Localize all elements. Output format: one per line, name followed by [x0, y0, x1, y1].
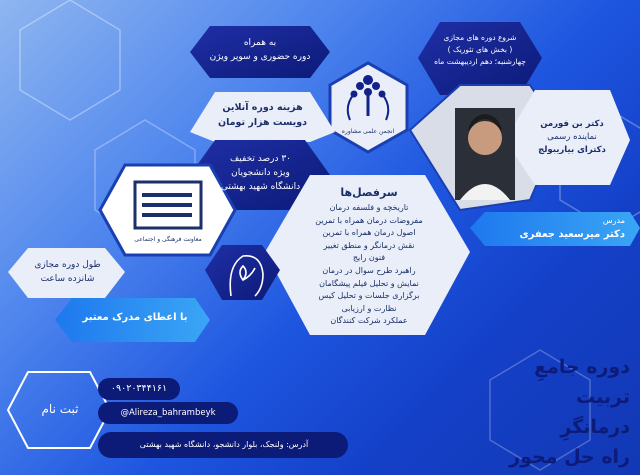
duration-text	[15, 258, 120, 286]
guest-degree: دکترای بیاریبولج	[538, 145, 606, 155]
virtual-start-line3: چهارشنبه؛ دهم اردیبهشت ماه	[434, 57, 526, 66]
syllabus-item: فنون رایج	[352, 253, 386, 263]
syllabus-item: نظارت و ارزیابی	[341, 303, 397, 313]
course-title	[490, 352, 630, 472]
syllabus-item: راهبرد طرح سوال در درمان	[322, 265, 416, 275]
virtual-start-text	[420, 32, 540, 68]
certificate-label: با اعطای مدرک معتبر	[82, 312, 188, 323]
register-button[interactable]: ثبت نام	[41, 402, 79, 416]
course-title-line3: درمانگرِ	[560, 416, 630, 438]
price-line1: هزینه دوره آنلاین	[222, 102, 303, 113]
discount-line1: ۳۰ درصد تخفیف	[229, 154, 291, 164]
instructor-label: مدرس	[602, 216, 625, 225]
course-title-line4: راه حل محور	[509, 446, 630, 468]
syllabus-item: نمایش و تحلیل فیلم پیشگامان	[319, 278, 419, 288]
discount-line3: دانشگاه شهید بهشتی	[220, 182, 301, 192]
discount-line2: ویژه دانشجویان	[231, 168, 290, 178]
decor-hex	[20, 0, 120, 120]
syllabus-item: نقش درمانگر و منطق تغییر	[323, 240, 415, 250]
price-line2: دویست هزار تومان	[218, 117, 307, 128]
virtual-start-line2: ( بخش های تئوریک )	[447, 45, 513, 54]
syllabus-title: سرفصل‌ها	[340, 186, 398, 199]
syllabus-text	[290, 184, 448, 328]
top-hex-line1: به همراه	[243, 38, 277, 48]
phone-number[interactable]: ۰۹۰۲۰۳۴۴۱۶۱	[110, 383, 168, 394]
duration-line2: شانزده ساعت	[40, 274, 95, 284]
address-text: آدرس: ولنجک، بلوار دانشجو، دانشگاه شهید بهشتی	[139, 440, 309, 449]
university-caption: معاونت فرهنگی و اجتماعی	[134, 236, 202, 243]
logo-caption: انجمن علمی مشاوره	[341, 128, 395, 135]
syllabus-item: اصول درمان همراه با تمرین	[322, 228, 416, 238]
instructor-text	[490, 214, 625, 242]
top-hex-text	[200, 36, 320, 64]
price-text	[200, 100, 325, 130]
top-hex-line2: دوره حضوری و سوپر ویژن	[209, 52, 311, 62]
instagram-handle[interactable]: @Alireza_bahrambeyk	[120, 408, 216, 418]
virtual-start-line1: شروع دوره های مجازی	[443, 33, 517, 42]
syllabus-item: برگزاری جلسات و تحلیل کیس	[318, 291, 420, 301]
syllabus-item: مفروضات درمان همراه با تمرین	[315, 215, 423, 225]
guest-role: نماینده رسمی	[547, 132, 597, 142]
course-title-line1: دوره جامعِ	[534, 356, 630, 378]
syllabus-item: تاریخچه و فلسفه درمان	[329, 203, 409, 212]
instructor-name: دکتر میرسعید جعفری	[519, 229, 625, 240]
guest-name: دکتر بن فورمن	[540, 119, 604, 129]
guest-text	[522, 118, 622, 157]
course-title-line2: تربیت	[576, 386, 630, 408]
portrait-image	[455, 108, 515, 200]
syllabus-item: عملکرد شرکت کنندگان	[330, 316, 408, 326]
duration-line1: طول دوره مجازی	[34, 260, 101, 270]
